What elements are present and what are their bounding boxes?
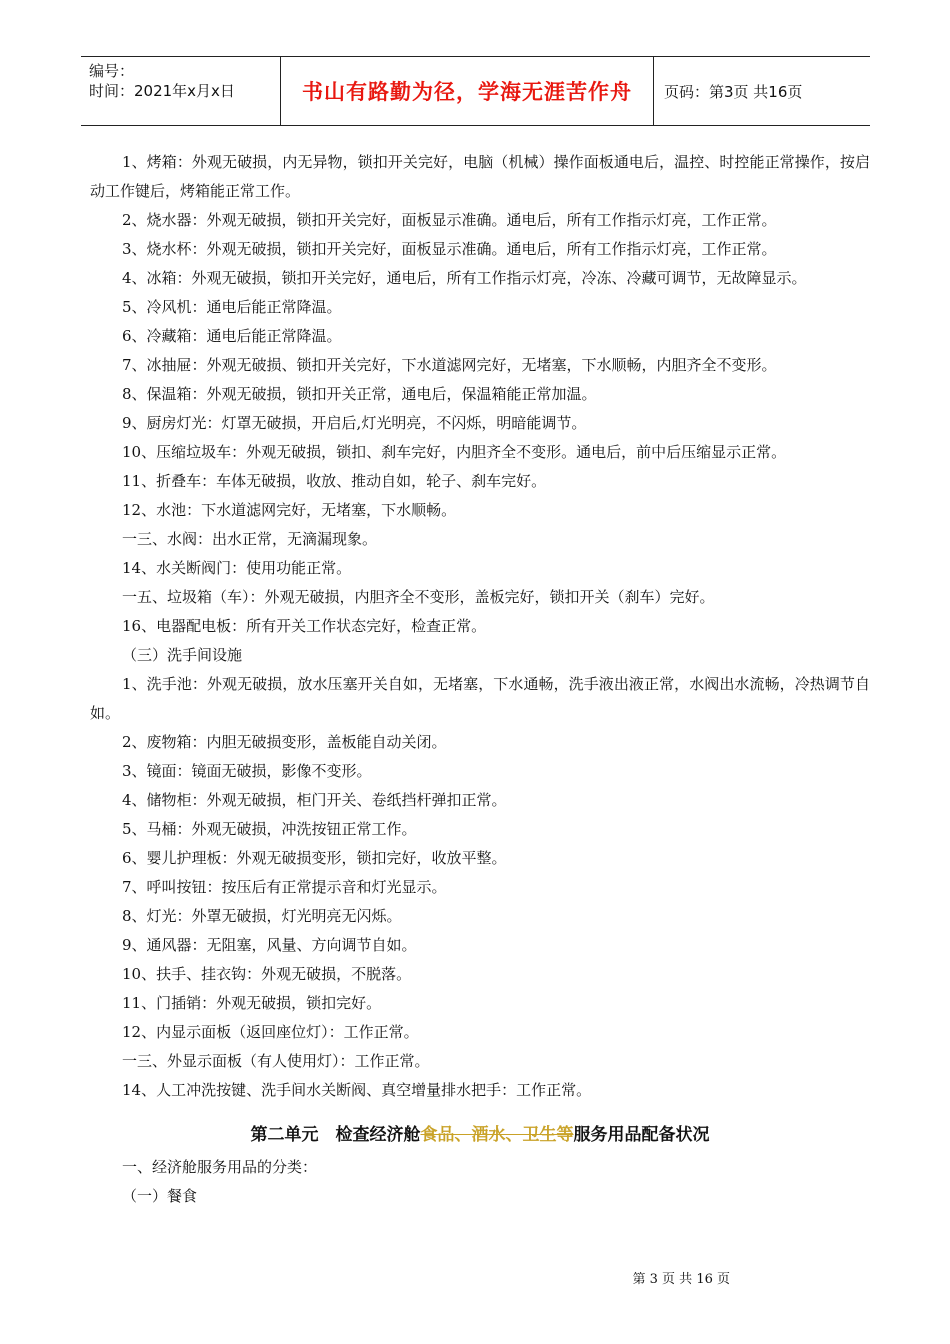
paragraph: 3、镜面：镜面无破损，影像不变形。 xyxy=(122,762,372,780)
paragraph-list xyxy=(90,1153,870,1211)
paragraph: 5、马桶：外观无破损，冲洗按钮正常工作。 xyxy=(122,820,417,838)
paragraph: 9、厨房灯光：灯罩无破损，开启后,灯光明亮，不闪烁，明暗能调节。 xyxy=(122,414,587,432)
paragraph: 一、经济舱服务用品的分类： xyxy=(122,1158,318,1176)
document-header xyxy=(81,56,870,126)
header-left-cell xyxy=(81,57,281,125)
paragraph: 7、呼叫按钮：按压后有正常提示音和灯光显示。 xyxy=(122,878,447,896)
paragraph: 1、烤箱：外观无破损，内无异物，锁扣开关完好，电脑（机械）操作面板通电后，温控、时控能正常操作，按启动工作键后，烤箱能正常工作。 xyxy=(90,153,870,200)
paragraph: （一）餐食 xyxy=(122,1187,198,1205)
paragraph: （三）洗手间设施 xyxy=(122,646,243,664)
header-page-info: 页码：第3页 共16页 xyxy=(664,82,803,101)
paragraph: 7、冰抽屉：外观无破损、锁扣开关完好，下水道滤网完好，无堵塞，下水顺畅，内胆齐全不变形。 xyxy=(122,356,777,374)
paragraph: 2、废物箱：内胆无破损变形，盖板能自动关闭。 xyxy=(122,733,447,751)
paragraph: 3、烧水杯：外观无破损，锁扣开关完好，面板显示准确。通电后，所有工作指示灯亮，工作正常。 xyxy=(122,240,777,258)
paragraph: 8、灯光：外罩无破损，灯光明亮无闪烁。 xyxy=(122,907,402,925)
paragraph: 14、人工冲洗按键、洗手间水关断阀、真空增量排水把手：工作正常。 xyxy=(122,1081,592,1099)
paragraph: 一三、水阀：出水正常，无滴漏现象。 xyxy=(122,530,378,548)
number-label: 编号： xyxy=(89,62,135,80)
paragraph: 12、水池：下水道滤网完好，无堵塞，下水顺畅。 xyxy=(122,501,457,519)
unit-title xyxy=(90,1117,870,1153)
paragraph: 6、婴儿护理板：外观无破损变形，锁扣完好，收放平整。 xyxy=(122,849,507,867)
paragraph: 一三、外显示面板（有人使用灯）：工作正常。 xyxy=(122,1052,430,1070)
paragraph: 14、水关断阀门：使用功能正常。 xyxy=(122,559,352,577)
paragraph: 11、门插销：外观无破损，锁扣完好。 xyxy=(122,994,382,1012)
paragraph: 12、内显示面板（返回座位灯）：工作正常。 xyxy=(122,1023,419,1041)
paragraph: 16、电器配电板：所有开关工作状态完好，检查正常。 xyxy=(122,617,487,635)
paragraph: 6、冷藏箱：通电后能正常降温。 xyxy=(122,327,342,345)
paragraph: 4、冰箱：外观无破损，锁扣开关完好，通电后，所有工作指示灯亮，冷冻、冷藏可调节，无故障显示。 xyxy=(122,269,807,287)
header-motto: 书山有路勤为径，学海无涯苦作舟 xyxy=(281,57,654,125)
paragraph: 10、扶手、挂衣钩：外观无破损，不脱落。 xyxy=(122,965,412,983)
paragraph: 1、洗手池：外观无破损，放水压塞开关自如，无堵塞，下水通畅，洗手液出液正常，水阀出水流畅，冷热调节自如。 xyxy=(90,675,870,722)
paragraph: 5、冷风机：通电后能正常降温。 xyxy=(122,298,342,316)
paragraph: 9、通风器：无阻塞，风量、方向调节自如。 xyxy=(122,936,417,954)
paragraph: 11、折叠车：车体无破损，收放、推动自如，轮子、刹车完好。 xyxy=(122,472,547,490)
unit-title-suffix: 服务用品配备状况 xyxy=(573,1125,710,1145)
paragraph: 2、烧水器：外观无破损，锁扣开关完好，面板显示准确。通电后，所有工作指示灯亮，工作正常。 xyxy=(122,211,777,229)
paragraph: 8、保温箱：外观无破损，锁扣开关正常，通电后，保温箱能正常加温。 xyxy=(122,385,597,403)
page-footer xyxy=(0,1268,950,1287)
footer-page-number: 第 3 页 共 16 页 xyxy=(632,1272,730,1287)
paragraph-list xyxy=(90,148,870,1105)
document-body xyxy=(90,148,870,1211)
paragraph: 一五、垃圾箱（车）：外观无破损，内胆齐全不变形，盖板完好，锁扣开关（刹车）完好。 xyxy=(122,588,715,606)
unit-title-prefix: 第二单元 检查经济舱 xyxy=(250,1125,421,1145)
time-label: 时间：2021年x月x日 xyxy=(89,82,235,100)
paragraph: 10、压缩垃圾车：外观无破损，锁扣、刹车完好，内胆齐全不变形。通电后，前中后压缩显示正常。 xyxy=(122,443,787,461)
unit-title-highlighted: 食品、酒水、卫生等 xyxy=(420,1125,574,1145)
paragraph: 4、储物柜：外观无破损，柜门开关、卷纸挡杆弹扣正常。 xyxy=(122,791,507,809)
